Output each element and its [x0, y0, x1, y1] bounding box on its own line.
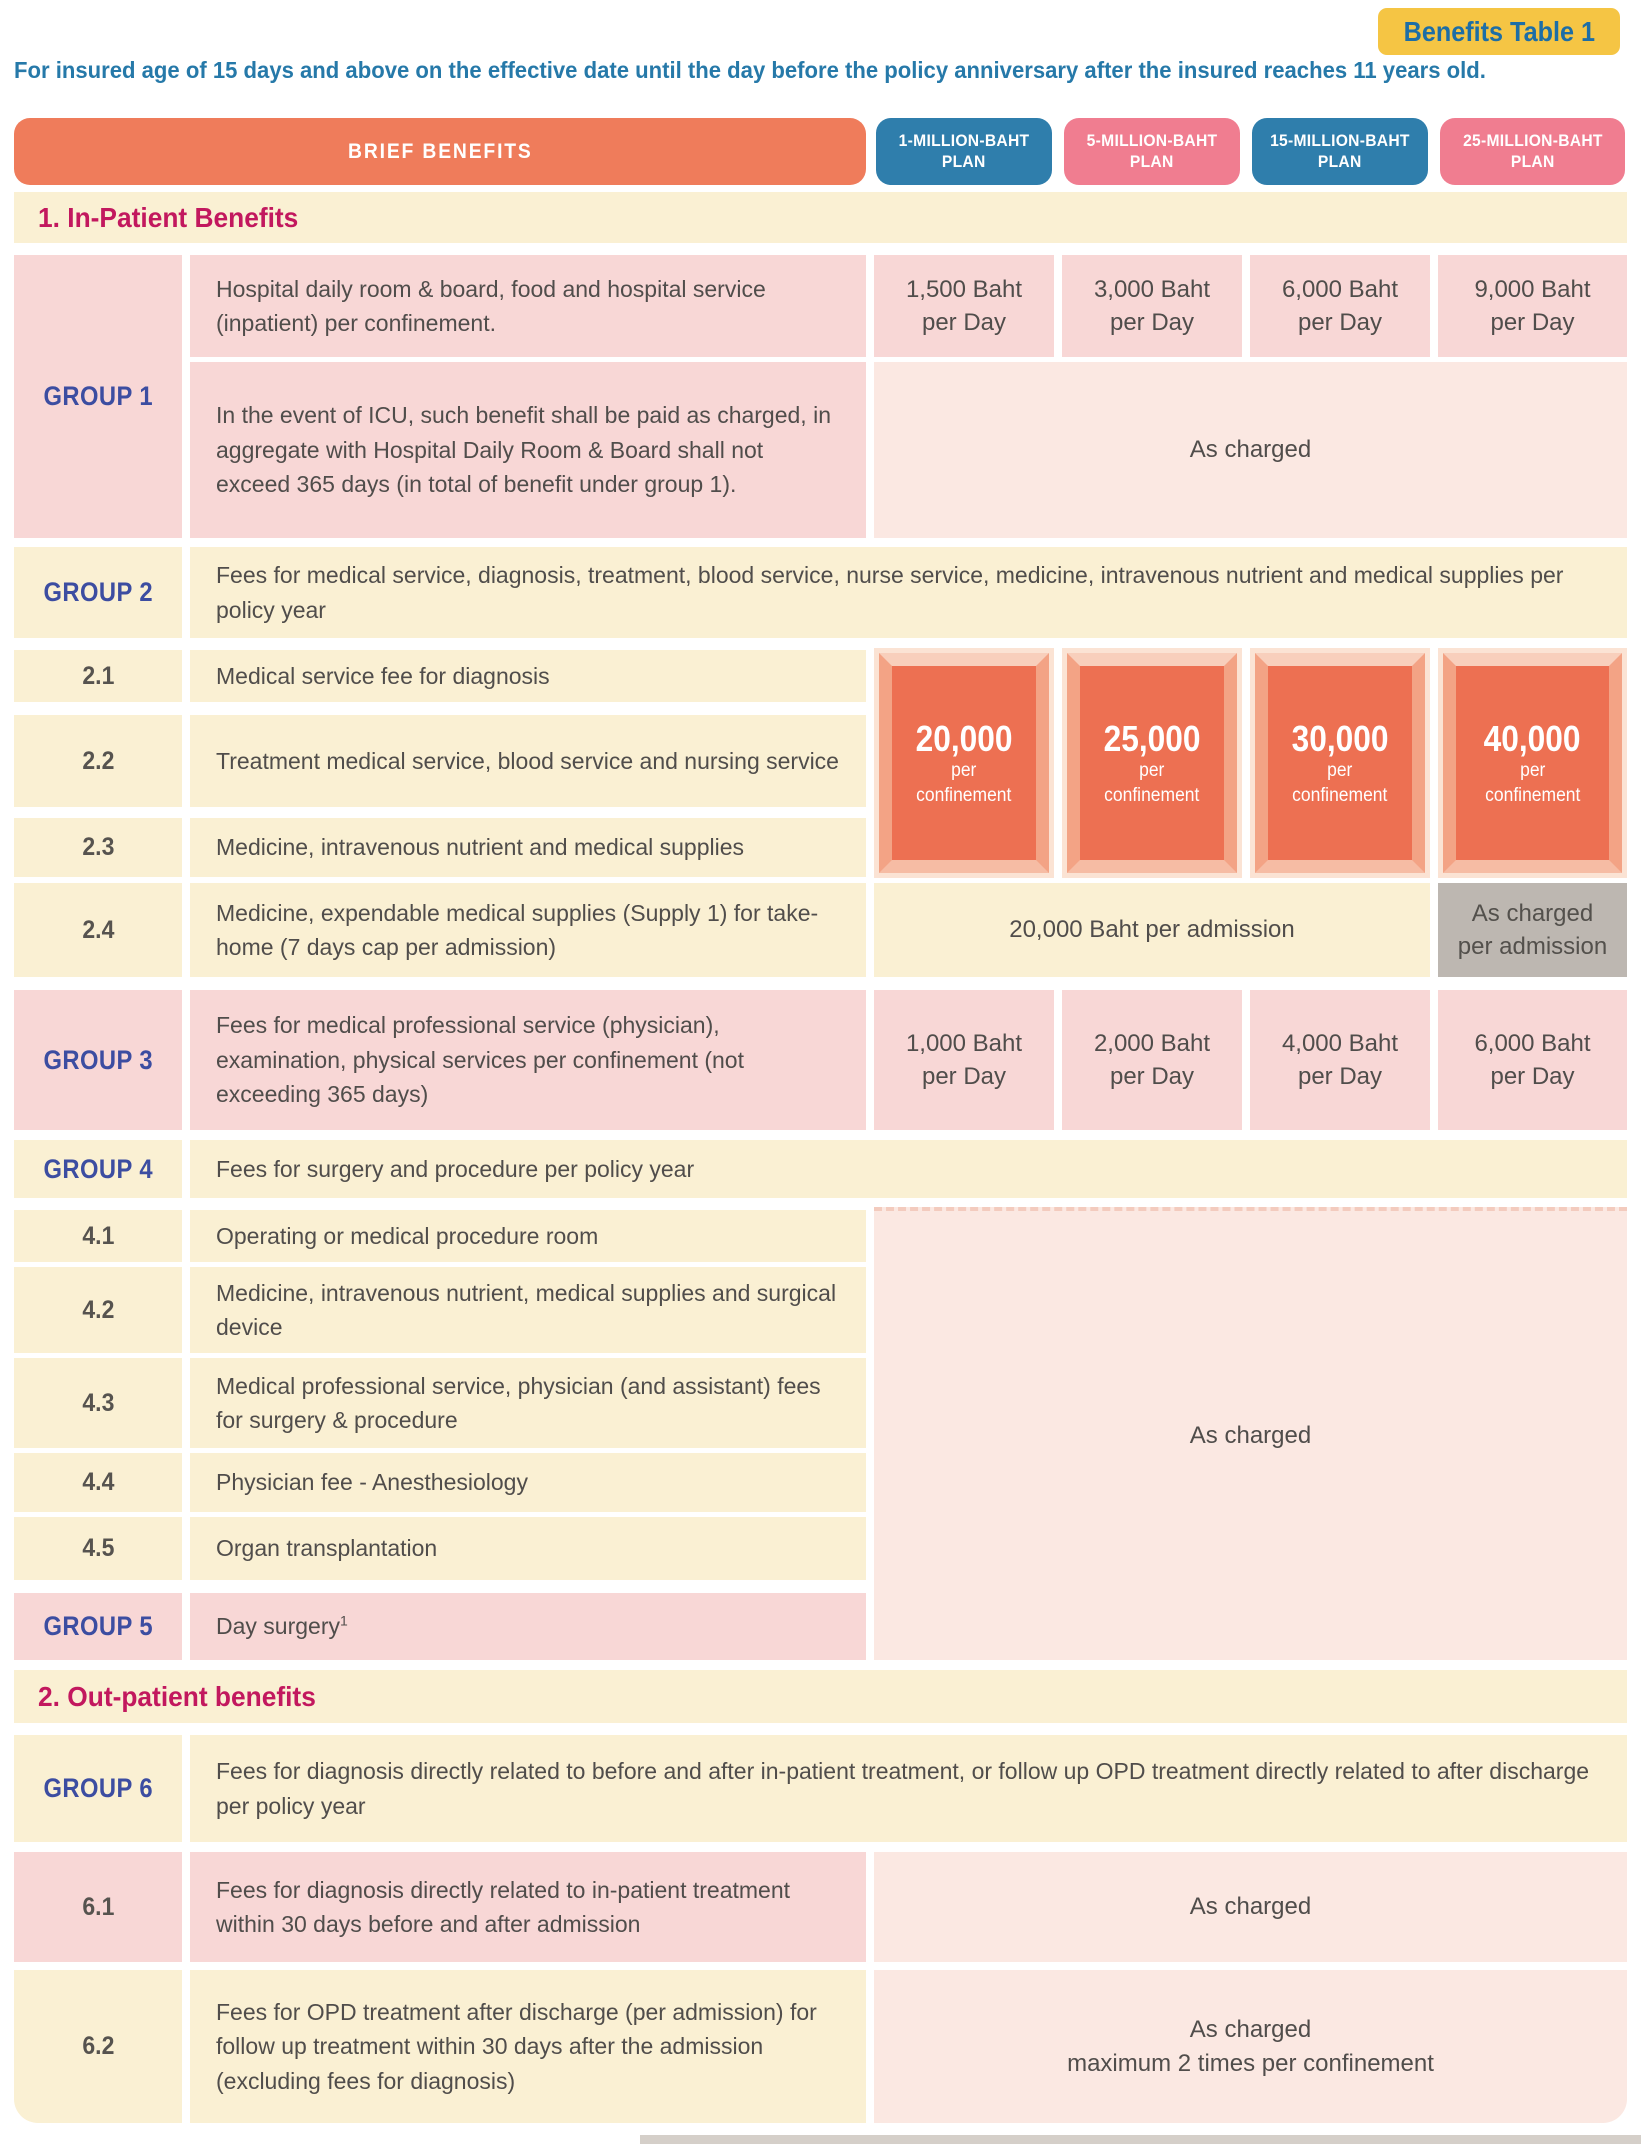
next-row-cutoff-strip — [640, 2135, 1641, 2144]
age-eligibility-note: For insured age of 15 days and above on the effective date until the day before the policy anniversary after the insured reaches 11 years old. — [14, 56, 1486, 83]
item-4-1-num: 4.1 — [14, 1210, 182, 1262]
item-6-1-num: 6.1 — [14, 1852, 182, 1962]
item-6-2-num: 6.2 — [14, 1970, 182, 2123]
item-2-4-desc: Medicine, expendable medical supplies (Supply 1) for take-home (7 days cap per admission) — [190, 883, 866, 977]
group1-label: GROUP 1 — [14, 255, 182, 538]
group1-value-plan3: 6,000 Baht per Day — [1250, 255, 1430, 357]
item-2-4-value-plans123: 20,000 Baht per admission — [874, 883, 1430, 977]
section-inpatient-benefits: 1. In-Patient Benefits — [14, 192, 1627, 243]
item-2-1-num: 2.1 — [14, 650, 182, 702]
confinement-box-plan1: 20,000 per confinement — [874, 648, 1054, 878]
group6-desc: Fees for diagnosis directly related to before and after in-patient treatment, or follow up OPD treatment directly related to after discharge per policy year — [190, 1735, 1627, 1842]
group3-value-plan3: 4,000 Baht per Day — [1250, 990, 1430, 1130]
confinement-box-plan2: 25,000 per confinement — [1062, 648, 1242, 878]
item-4-3-desc: Medical professional service, physician (and assistant) fees for surgery & procedure — [190, 1358, 866, 1448]
item-6-2-desc: Fees for OPD treatment after discharge (per admission) for follow up treatment within 30 days after the admission (excluding fees for diagnosis) — [190, 1970, 866, 2123]
group1-value-plan4: 9,000 Baht per Day — [1438, 255, 1627, 357]
section-outpatient-benefits: 2. Out-patient benefits — [14, 1670, 1627, 1723]
confinement-box-plan3: 30,000 per confinement — [1250, 648, 1430, 878]
group5-desc: Day surgery$^1$ — [190, 1593, 866, 1660]
group1-rowb-desc: In the event of ICU, such benefit shall be paid as charged, in aggregate with Hospital Daily Room & Board shall not exceed 365 days (in total of benefit under group 1). — [190, 362, 866, 538]
group4-label: GROUP 4 — [14, 1140, 182, 1198]
group1-rowb-value: As charged — [874, 362, 1627, 538]
group3-value-plan1: 1,000 Baht per Day — [874, 990, 1054, 1130]
benefits-table-badge — [1378, 8, 1620, 55]
item-2-1-desc: Medical service fee for diagnosis — [190, 650, 866, 702]
group2-desc: Fees for medical service, diagnosis, treatment, blood service, nurse service, medicine, intravenous nutrient and medical supplies per policy year — [190, 547, 1627, 638]
item-4-1-desc: Operating or medical procedure room — [190, 1210, 866, 1262]
plan-pill: 25-MILLION-BAHT PLAN — [1440, 118, 1625, 185]
item-4-2-desc: Medicine, intravenous nutrient, medical supplies and surgical device — [190, 1267, 866, 1353]
group3-value-plan4: 6,000 Baht per Day — [1438, 990, 1627, 1130]
item-2-3-num: 2.3 — [14, 818, 182, 877]
item-4-5-num: 4.5 — [14, 1517, 182, 1580]
group5-label: GROUP 5 — [14, 1593, 182, 1660]
group1-value-plan1: 1,500 Baht per Day — [874, 255, 1054, 357]
plan-pill: 15-MILLION-BAHT PLAN — [1252, 118, 1428, 185]
brief-benefits-header: BRIEF BENEFITS — [14, 118, 866, 185]
item-2-4-value-plan4: As charged per admission — [1438, 883, 1627, 977]
footnote-marker: 1 — [339, 1612, 348, 1629]
group3-value-plan2: 2,000 Baht per Day — [1062, 990, 1242, 1130]
item-4-3-num: 4.3 — [14, 1358, 182, 1448]
item-2-3-desc: Medicine, intravenous nutrient and medical supplies — [190, 818, 866, 877]
item-2-2-num: 2.2 — [14, 715, 182, 807]
item-2-2-desc: Treatment medical service, blood service and nursing service — [190, 715, 866, 807]
item-6-1-desc: Fees for diagnosis directly related to in-patient treatment within 30 days before and after admission — [190, 1852, 866, 1962]
group4-desc: Fees for surgery and procedure per policy year — [190, 1140, 1627, 1198]
group6-label: GROUP 6 — [14, 1735, 182, 1842]
group2-label: GROUP 2 — [14, 547, 182, 638]
plan-pill: 5-MILLION-BAHT PLAN — [1064, 118, 1240, 185]
item-2-4-num: 2.4 — [14, 883, 182, 977]
item-6-1-value: As charged — [874, 1852, 1627, 1962]
confinement-box-plan4: 40,000 per confinement — [1438, 648, 1627, 878]
group3-desc: Fees for medical professional service (physician), examination, physical services per confinement (not exceeding 365 days) — [190, 990, 866, 1130]
group3-label: GROUP 3 — [14, 990, 182, 1130]
group1-value-plan2: 3,000 Baht per Day — [1062, 255, 1242, 357]
item-4-2-num: 4.2 — [14, 1267, 182, 1353]
item-4-5-desc: Organ transplantation — [190, 1517, 866, 1580]
group1-rowa-desc: Hospital daily room & board, food and hospital service (inpatient) per confinement. — [190, 255, 866, 357]
item-4-4-desc: Physician fee - Anesthesiology — [190, 1453, 866, 1512]
item-4-4-num: 4.4 — [14, 1453, 182, 1512]
benefits-table-badge-label: Benefits Table 1 — [1403, 15, 1595, 47]
item-6-2-value: As charged maximum 2 times per confinement — [874, 1970, 1627, 2123]
group4-value-block: As charged — [874, 1207, 1627, 1660]
plan-pill: 1-MILLION-BAHT PLAN — [876, 118, 1052, 185]
